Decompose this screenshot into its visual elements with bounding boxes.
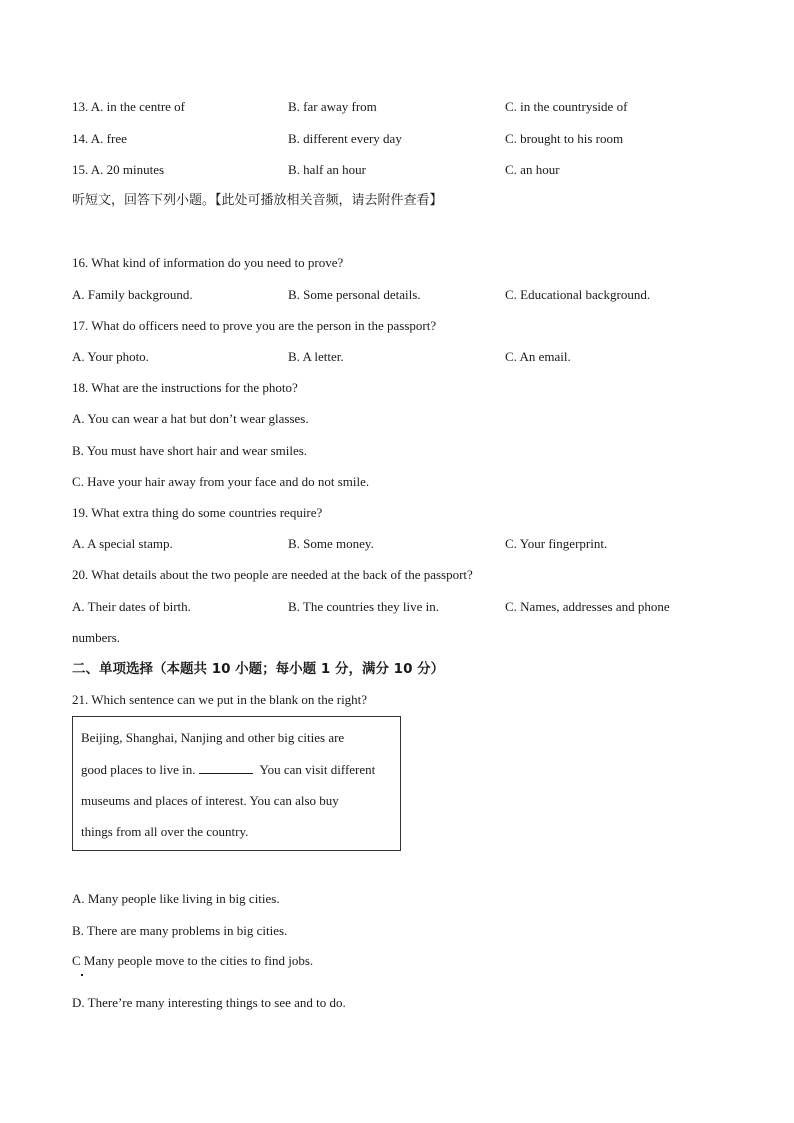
q15-option-b: B. half an hour	[288, 162, 366, 177]
question-20-options	[72, 599, 722, 615]
question-15-options	[72, 162, 722, 178]
passage-line-1: Beijing, Shanghai, Nanjing and other big cities are	[81, 730, 345, 745]
stray-dot-mark	[81, 974, 83, 976]
q19-option-b: B. Some money.	[288, 536, 374, 551]
q14-option-b: B. different every day	[288, 131, 402, 146]
q15-option-c: C. an hour	[505, 162, 560, 177]
question-16: 16. What kind of information do you need to prove?	[72, 255, 344, 270]
q21-option-a: A. Many people like living in big cities.	[72, 891, 280, 906]
q16-option-c: C. Educational background.	[505, 287, 651, 302]
q20-option-b: B. The countries they live in.	[288, 599, 440, 614]
passage-line-4: things from all over the country.	[81, 824, 249, 839]
q14-option-a: 14. A. free	[72, 131, 127, 146]
q17-option-b: B. A letter.	[288, 349, 344, 364]
q21-option-d: D. There’re many interesting things to see and to do.	[72, 995, 346, 1010]
q16-option-b: B. Some personal details.	[288, 287, 421, 302]
q21-option-c: C Many people move to the cities to find jobs.	[72, 953, 314, 968]
q20-option-c: C. Names, addresses and phone	[505, 599, 670, 614]
listening-instruction: 听短文，回答下列小题。【此处可播放相关音频，请去附件查看】	[72, 193, 443, 208]
question-19-options	[72, 536, 722, 552]
q13-option-b: B. far away from	[288, 99, 377, 114]
q15-option-a: 15. A. 20 minutes	[72, 162, 165, 177]
section-2-title: 二、单项选择（本题共 10 小题；每小题 1 分，满分 10 分）	[72, 661, 445, 677]
question-20: 20. What details about the two people are needed at the back of the passport?	[72, 567, 473, 582]
q13-option-a: 13. A. in the centre of	[72, 99, 185, 114]
passage-line-3: museums and places of interest. You can also buy	[81, 793, 339, 808]
q18-option-c: C. Have your hair away from your face and do not smile.	[72, 474, 370, 489]
q13-option-c: C. in the countryside of	[505, 99, 628, 114]
q16-option-a: A. Family background.	[72, 287, 193, 302]
q20-option-c-continued: numbers.	[72, 630, 121, 645]
passage-line-2-post: You can visit different	[259, 762, 376, 777]
question-14-options	[72, 131, 722, 147]
question-16-options	[72, 287, 722, 303]
question-21: 21. Which sentence can we put in the blank on the right?	[72, 692, 368, 707]
question-13-options	[72, 99, 722, 115]
q19-option-a: A. A special stamp.	[72, 536, 173, 551]
q20-option-a: A. Their dates of birth.	[72, 599, 191, 614]
passage-line-2-pre: good places to live in.	[81, 762, 196, 777]
q17-option-a: A. Your photo.	[72, 349, 149, 364]
q21-option-b: B. There are many problems in big cities.	[72, 923, 288, 938]
q19-option-c: C. Your fingerprint.	[505, 536, 608, 551]
question-18: 18. What are the instructions for the photo?	[72, 380, 298, 395]
q18-option-a: A. You can wear a hat but don’t wear glasses.	[72, 411, 309, 426]
passage-line-2	[81, 762, 375, 778]
question-17: 17. What do officers need to prove you are the person in the passport?	[72, 318, 437, 333]
question-17-options	[72, 349, 722, 365]
q18-option-b: B. You must have short hair and wear smiles.	[72, 443, 308, 458]
answer-blank	[199, 762, 253, 774]
q17-option-c: C. An email.	[505, 349, 571, 364]
passage-box	[72, 716, 401, 851]
question-19: 19. What extra thing do some countries require?	[72, 505, 323, 520]
q14-option-c: C. brought to his room	[505, 131, 624, 146]
